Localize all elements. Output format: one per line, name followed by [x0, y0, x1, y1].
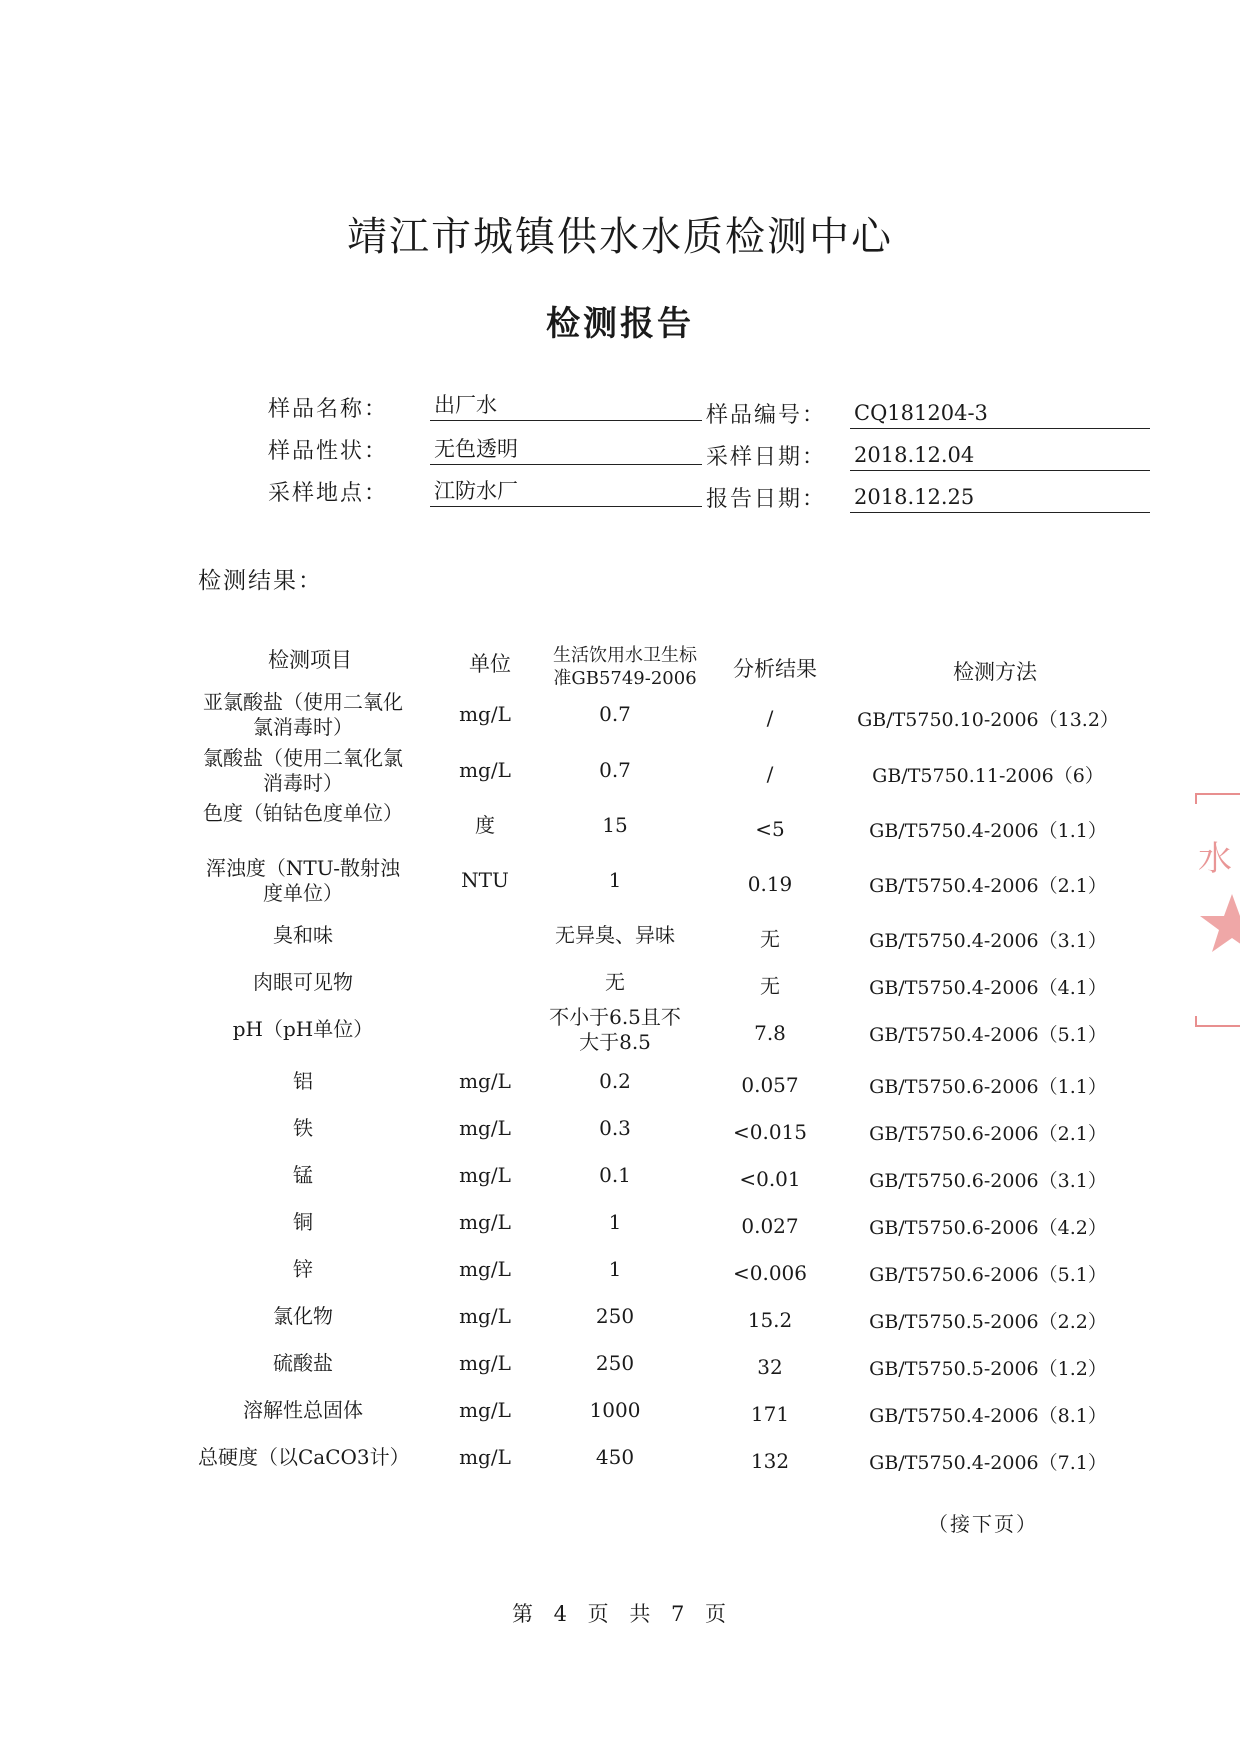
table-cell-item: 氯酸盐（使用二氧化氯消毒时） — [203, 746, 403, 795]
table-cell-unit: 度 — [475, 813, 495, 837]
table-cell-standard: 15 — [602, 813, 628, 837]
table-cell-item: pH（pH单位） — [232, 1017, 374, 1041]
table-cell-method: GB/T5750.5-2006（2.2） — [869, 1311, 1107, 1333]
table-cell-standard: 0.7 — [599, 758, 631, 782]
sample-appearance-value: 无色透明 — [430, 434, 702, 465]
table-cell-unit: mg/L — [459, 1351, 511, 1375]
table-cell-unit: mg/L — [459, 1069, 511, 1093]
sample-name-label: 样品名称： — [268, 397, 389, 422]
table-cell-method: GB/T5750.4-2006（7.1） — [869, 1452, 1107, 1474]
table-cell-method: GB/T5750.4-2006（3.1） — [869, 930, 1107, 952]
table-cell-method: GB/T5750.4-2006（4.1） — [869, 977, 1107, 999]
header-result: 分析结果 — [733, 657, 817, 681]
table-cell-standard: 0.7 — [599, 702, 631, 726]
table-cell-item: 肉眼可见物 — [253, 970, 353, 994]
table-cell-method: GB/T5750.6-2006（2.1） — [869, 1123, 1107, 1145]
table-cell-result: 0.057 — [741, 1073, 799, 1097]
header-unit: 单位 — [469, 652, 511, 676]
table-cell-method: GB/T5750.6-2006（5.1） — [869, 1264, 1107, 1286]
table-cell-item: 色度（铂钴色度单位） — [203, 801, 403, 825]
results-label: 检测结果： — [198, 568, 323, 594]
table-cell-result: <5 — [755, 817, 785, 841]
table-cell-standard: 1 — [608, 1210, 622, 1234]
table-cell-result: 32 — [757, 1355, 783, 1379]
table-cell-result: 0.027 — [741, 1214, 799, 1238]
table-cell-standard: 1 — [608, 1257, 622, 1281]
table-cell-method: GB/T5750.5-2006（1.2） — [869, 1358, 1107, 1380]
table-cell-standard: 450 — [595, 1445, 635, 1469]
table-cell-item: 铝 — [293, 1069, 313, 1093]
table-cell-result: 132 — [750, 1449, 790, 1473]
table-cell-unit: mg/L — [459, 1116, 511, 1140]
table-cell-item: 锰 — [293, 1163, 313, 1187]
header-item: 检测项目 — [268, 648, 352, 672]
table-cell-result: <0.006 — [732, 1261, 807, 1285]
table-cell-standard: 不小于6.5且不大于8.5 — [549, 1005, 681, 1054]
table-cell-standard: 1000 — [589, 1398, 641, 1422]
table-cell-unit: mg/L — [459, 1163, 511, 1187]
table-cell-standard: 无异臭、异味 — [555, 923, 675, 947]
table-cell-standard: 250 — [595, 1304, 635, 1328]
table-cell-item: 亚氯酸盐（使用二氧化氯消毒时） — [203, 690, 403, 739]
table-cell-method: GB/T5750.10-2006（13.2） — [857, 709, 1119, 731]
header-standard: 生活饮用水卫生标准GB5749-2006 — [553, 645, 697, 689]
table-cell-method: GB/T5750.4-2006（8.1） — [869, 1405, 1107, 1427]
table-cell-standard: 1 — [608, 868, 622, 892]
table-cell-method: GB/T5750.6-2006（4.2） — [869, 1217, 1107, 1239]
sampling-date-label: 采样日期： — [706, 445, 827, 470]
table-cell-item: 溶解性总固体 — [243, 1398, 363, 1422]
table-cell-item: 总硬度（以CaCO3计） — [198, 1445, 410, 1469]
table-cell-result: / — [766, 706, 774, 730]
sampling-location-label: 采样地点： — [268, 481, 389, 506]
table-cell-item: 臭和味 — [273, 923, 333, 947]
table-cell-result: / — [766, 762, 774, 786]
table-cell-standard: 0.3 — [599, 1116, 631, 1140]
table-cell-result: <0.015 — [732, 1120, 807, 1144]
sample-appearance-label: 样品性状： — [268, 439, 389, 464]
table-cell-unit: mg/L — [459, 1398, 511, 1422]
table-cell-result: 7.8 — [754, 1021, 786, 1045]
organization-title: 靖江市城镇供水水质检测中心 — [347, 214, 893, 260]
sample-name-value: 出厂水 — [430, 390, 702, 421]
sample-id-label: 样品编号： — [706, 403, 827, 428]
table-cell-unit: mg/L — [459, 702, 511, 726]
page-number: 第 4 页 共 7 页 — [511, 1602, 729, 1626]
report-date-value: 2018.12.25 — [850, 482, 1150, 513]
table-cell-item: 浑浊度（NTU-散射浊度单位） — [205, 856, 401, 905]
table-cell-result: 0.19 — [747, 872, 793, 896]
table-cell-item: 硫酸盐 — [273, 1351, 333, 1375]
continued-note: （接下页） — [928, 1512, 1038, 1536]
table-cell-result: 无 — [760, 927, 780, 951]
red-seal-icon — [1188, 790, 1240, 1030]
report-date-label: 报告日期： — [706, 487, 827, 512]
table-cell-unit: mg/L — [459, 1210, 511, 1234]
sampling-location-value: 江防水厂 — [430, 476, 702, 507]
table-cell-method: GB/T5750.4-2006（1.1） — [869, 820, 1107, 842]
seal-partial-text: 水 — [1198, 839, 1232, 879]
table-cell-method: GB/T5750.4-2006（2.1） — [869, 875, 1107, 897]
table-cell-standard: 无 — [605, 970, 625, 994]
table-cell-result: <0.01 — [739, 1167, 801, 1191]
table-cell-unit: NTU — [461, 868, 509, 892]
header-method: 检测方法 — [953, 660, 1037, 684]
sampling-date-value: 2018.12.04 — [850, 440, 1150, 471]
table-cell-result: 15.2 — [747, 1308, 793, 1332]
table-cell-method: GB/T5750.6-2006（1.1） — [869, 1076, 1107, 1098]
table-cell-method: GB/T5750.6-2006（3.1） — [869, 1170, 1107, 1192]
table-cell-item: 铁 — [293, 1116, 313, 1140]
table-cell-item: 锌 — [293, 1257, 313, 1281]
table-cell-standard: 0.1 — [599, 1163, 631, 1187]
table-cell-result: 无 — [760, 974, 780, 998]
sample-id-value: CQ181204-3 — [850, 398, 1150, 429]
table-cell-item: 铜 — [293, 1210, 313, 1234]
table-cell-result: 171 — [750, 1402, 790, 1426]
table-cell-unit: mg/L — [459, 1304, 511, 1328]
table-cell-standard: 0.2 — [599, 1069, 631, 1093]
table-cell-unit: mg/L — [459, 1257, 511, 1281]
table-cell-item: 氯化物 — [273, 1304, 333, 1328]
table-cell-method: GB/T5750.4-2006（5.1） — [869, 1024, 1107, 1046]
table-cell-unit: mg/L — [459, 758, 511, 782]
table-cell-standard: 250 — [595, 1351, 635, 1375]
table-cell-unit: mg/L — [459, 1445, 511, 1469]
table-cell-method: GB/T5750.11-2006（6） — [872, 765, 1104, 787]
report-title: 检测报告 — [546, 304, 694, 344]
